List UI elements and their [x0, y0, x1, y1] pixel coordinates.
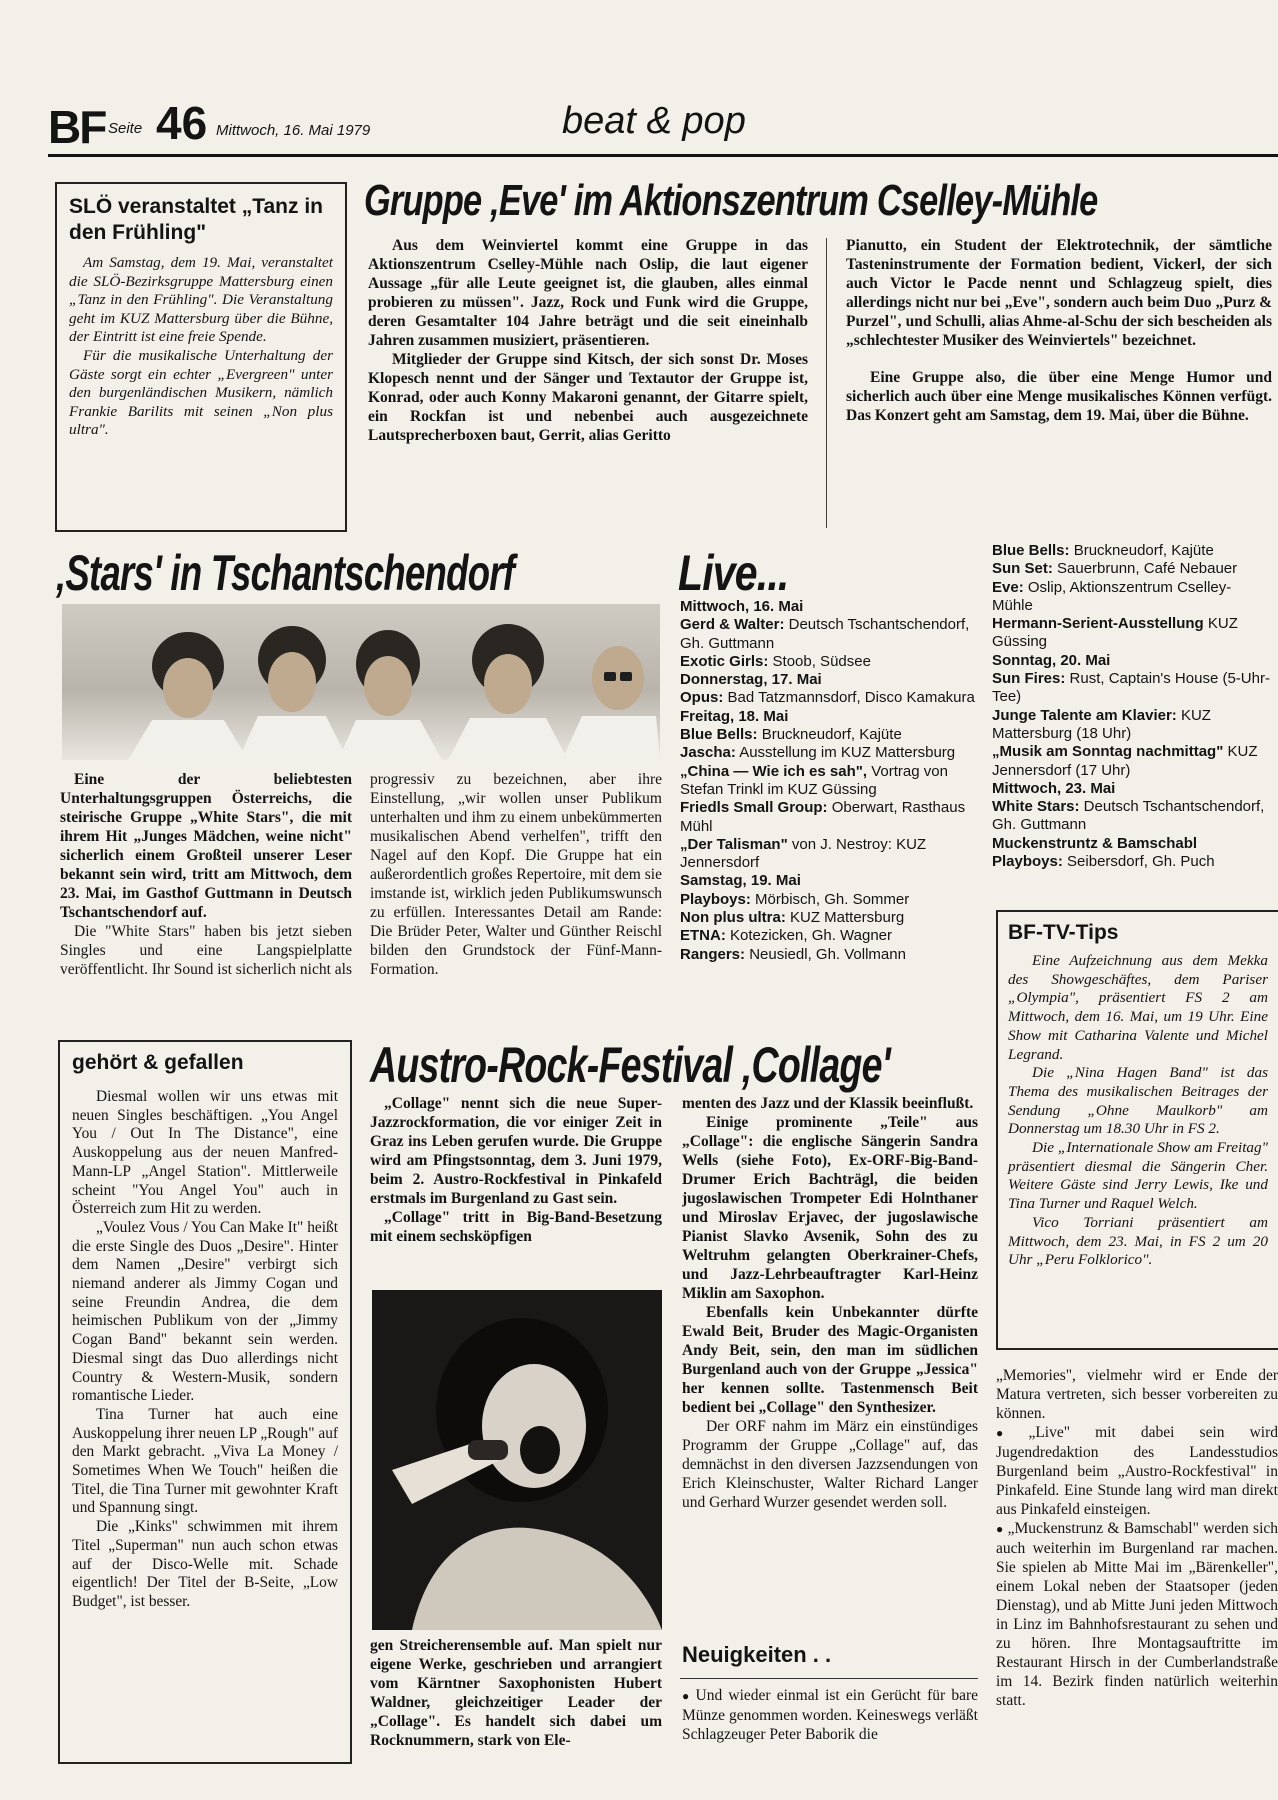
eve-paragraph: Aus dem Weinviertel kommt eine Gruppe in das Aktionszentrum Cselley-Mühle nach Oslip, die laut eigener Aussage „für alle Leute geeignet ist, die glauben, alles einmal probieren zu müssen". Jazz, Rock und Funk wird die Gruppe, deren Gesamtalter 104 Jahre beträgt und die seit eineinhalb Jahren zusammen musiziert, präsentieren. — [368, 237, 808, 349]
live-entry: Blue Bells: Bruckneudorf, Kajüte — [680, 726, 902, 744]
newspaper-logo: BF — [48, 101, 106, 153]
neuigkeiten-text — [682, 1686, 978, 1766]
tv-tip: Die „Nina Hagen Band" ist das Thema des musikalischen Beitrages der Sendung „Ohne Maulkorb" am Donnerstag um 18.30 Uhr in FS 2. — [1008, 1064, 1268, 1138]
page-label: Seite — [108, 120, 143, 137]
eve-column-1 — [368, 236, 808, 532]
stars-paragraph: progressiv zu bezeichnen, aber ihre Einstellung, „wir wollen unser Publikum unterhalten und ihm zu einem unbekümmerten musikalischen Abend verhelfen", trifft den Nagel auf den Kopf. Die Gruppe hat ein außerordentlich großes Repertoire, mit dem sie imstande ist, wirklich jeden Publikumswunsch zu erfüllen. Interessantes Detail am Rande: Die Brüder Peter, Walter und Günther Reischl bilden den Grundstock der Fünf-Mann-Formation. — [370, 771, 662, 978]
section-title: beat & pop — [562, 100, 746, 142]
news-paragraph: ● „Muckenstrunz & Bamschabl" werden sich auch weiterhin im Burgenland rar machen. Sie spielen ab Mitte Mai im „Bärenkeller", einem Lokal neben der Staatsoper (jeden Dienstag), und ab Mitte Juni jeden Mittwoch in Linz im Bahnhofsrestaurant zu sehen und zu hören. Ihre Montagsauftritte im Restaurant Hirsch in der Cumberlandstraße im 14. Bezirk finden natürlich weiterhin statt. — [996, 1519, 1278, 1710]
live-entry: Freitag, 18. Mai — [680, 707, 789, 725]
slo-paragraph: Am Samstag, dem 19. Mai, veranstaltet die SLÖ-Bezirksgruppe Mattersburg einen „Tanz in den Frühling". Die Veranstaltung geht im KUZ Mattersburg über die Bühne, der Eintritt ist eine freie Spende. — [69, 254, 333, 346]
live-entry: White Stars: Deutsch Tschantschendorf, Gh. Guttmann — [992, 798, 1265, 834]
austro-paragraph: Einige prominente „Teile" aus „Collage": die englische Sängerin Sandra Wells (siehe Foto), Ex-ORF-Big-Band-Drumer Erich Bachträgl, die beiden jugoslawischen Trompeter Edi Holnthaner und Miroslav Erjavec, der jugoslawische Pianist Slavko Avsenik, Sohn des zu Weltruhm gelangten Oberkrainer-Chefs, und Jazz-Lehrbeauftragter Karl-Heinz Miklin am Saxophon. — [682, 1114, 978, 1302]
live-entry: Sun Fires: Rust, Captain's House (5-Uhr-Tee) — [992, 670, 1270, 706]
slo-box — [55, 182, 347, 532]
austro-headline: Austro-Rock-Festival ‚Collage' — [370, 1037, 890, 1093]
austro-paragraph: Der ORF nahm im März ein einstündiges Programm der Gruppe „Collage" auf, das demnächst in den diversen Jazzsendungen von Erich Kleinschuster, Walter Richard Langer und Gerhard Wurzer gesendet werden soll. — [682, 1418, 978, 1511]
austro-paragraph: gen Streicherensemble auf. Man spielt nur eigene Werke, geschrieben und arrangiert vom Kärntner Saxophonisten Hubert Waldner, gleichzeitiger Leader der „Collage". Es handelt sich dabei um Rocknummern, stark von Ele- — [370, 1637, 662, 1749]
news-paragraph: ● „Live" mit dabei sein wird Jugendredaktion des Landesstudios Burgenland beim „Austro-Rockfestival" in Pinkafeld. Eine Stunde lang wird man direkt aus Pinkafeld einsteigen. — [996, 1423, 1278, 1519]
austro-paragraph: Ebenfalls kein Unbekannter dürfte Ewald Beit, Bruder des Magic-Organisten Andy Beit, sein, den man im südlichen Burgenland auch von der Gruppe „Jessica" her kennen sollte. Tastenmensch Beit bedient bei „Collage" den Synthesizer. — [682, 1304, 978, 1416]
live-entry: Donnerstag, 17. Mai — [680, 671, 822, 689]
singer-photo-sandra-wells — [372, 1290, 662, 1630]
live-entry: Friedls Small Group: Oberwart, Rasthaus Mühl — [680, 799, 966, 835]
singer-illustration — [372, 1290, 662, 1630]
band-photo-white-stars — [62, 604, 660, 760]
issue-date: Mittwoch, 16. Mai 1979 — [216, 122, 371, 139]
gehoert-paragraph: Die „Kinks" schwimmen mit ihrem Titel „Superman" nun auch schon etwas auf der Disco-Welle mit. Schade eigentlich! Der Titel der B-Seite, „Low Budget", ist besser. — [72, 1518, 338, 1610]
tv-tips-box — [996, 910, 1278, 1350]
header-rule — [48, 154, 1278, 157]
stars-paragraph: Die "White Stars" haben bis jetzt sieben Singles und eine Langspielplatte veröffentlicht. Ihr Sound ist sicherlich nicht als — [60, 923, 352, 978]
gehoert-gefallen-box — [58, 1040, 352, 1764]
live-entry: Playboys: Seibersdorf, Gh. Puch — [992, 853, 1215, 871]
austro-paragraph: menten des Jazz und der Klassik beeinflußt. — [682, 1095, 974, 1112]
band-members-illustration — [62, 604, 660, 760]
live-entry: Sun Set: Sauerbrunn, Café Nebauer — [992, 560, 1238, 578]
live-entry: „Musik am Sonntag nachmittag" KUZ Jennersdorf (17 Uhr) — [992, 743, 1258, 779]
live-entry: Playboys: Mörbisch, Gh. Sommer — [680, 890, 910, 908]
live-entry: Blue Bells: Bruckneudorf, Kajüte — [992, 542, 1214, 559]
tv-tip: Vico Torriani präsentiert am Mittwoch, dem 23. Mai, in FS 2 um 20 Uhr „Peru Folklorico". — [1008, 1213, 1268, 1269]
live-entry: Rangers: Neusiedl, Gh. Vollmann — [680, 945, 906, 963]
live-entry: „Der Talisman" von J. Nestroy: KUZ Jennersdorf — [680, 835, 927, 872]
live-entry: Eve: Oslip, Aktionszentrum Cselley-Mühle — [992, 578, 1232, 614]
live-entry: Samstag, 19. Mai — [680, 872, 801, 890]
stars-column-2 — [370, 770, 662, 1025]
live-entry: Jascha: Ausstellung im KUZ Mattersburg — [680, 744, 956, 762]
gehoert-title: gehört & gefallen — [72, 1051, 244, 1074]
austro-paragraph: „Collage" nennt sich die neue Super-Jazzrockformation, die vor einiger Zeit in Graz ins Leben gerufen wurde. Die Gruppe wird am Pfingstsonntag, dem 3. Juni 1979, beim 2. Austro-Rockfestival in Pinkafeld erstmals im Burgenland zu Gast sein. — [370, 1095, 662, 1207]
gehoert-paragraph: „Voulez Vous / You Can Make It" heißt die erste Single des Duos „Desire". Hinter dem Namen „Desire" verbirgt sich niemand anderer als Jimmy Cogan und seine Freundin Andrea, die dem heimischen Publikum von der „Jimmy Cogan Band" bekannt sein werden. Diesmal singt das Duo allerdings nicht Country & Western-Musik, sondern romantische Lieder. — [72, 1218, 338, 1405]
live-entry: Mittwoch, 23. Mai — [992, 779, 1116, 797]
gehoert-paragraph: Diesmal wollen wir uns etwas mit neuen Singles beschäftigen. „You Angel You / Out In The Distance", eine Auskoppelung aus der neuen Manfred-Mann-LP „Angel Station". Mittlerweile scheint "You Angel You" auch in Österreich zum Hit zu werden. — [72, 1088, 338, 1218]
eve-headline: Gruppe ‚Eve' im Aktionszentrum Cselley-Mühle — [364, 176, 1098, 225]
live-column-2 — [992, 542, 1272, 892]
live-column-1 — [680, 598, 980, 1022]
live-entry: „China — Wie ich es sah", Vortrag von Stefan Trinkl im KUZ Güssing — [680, 762, 948, 798]
neuigkeiten-title: Neuigkeiten . . — [682, 1642, 832, 1667]
live-entry: Mittwoch, 16. Mai — [680, 598, 804, 615]
right-bottom-column — [996, 1366, 1278, 1766]
live-entry: Exotic Girls: Stoob, Südsee — [680, 652, 871, 670]
stars-headline: ‚Stars' in Tschantschendorf — [56, 545, 515, 601]
gehoert-paragraph: Tina Turner hat auch eine Auskoppelung ihrer neuen LP „Rough" auf den Markt gebracht. „Viva La Money / Sometimes When We Touch" heißen die Titel, die Tina Turner mit gewohnter Kraft und Spannung singt. — [72, 1405, 339, 1517]
stars-column-1 — [60, 770, 352, 1025]
neuigkeiten-rule — [680, 1678, 978, 1679]
live-entry: Muckenstruntz & Bamschabl — [992, 834, 1198, 852]
live-entry: Hermann-Serient-Ausstellung KUZ Güssing — [992, 615, 1238, 651]
live-entry: Sonntag, 20. Mai — [992, 651, 1111, 669]
eve-column-2 — [846, 236, 1272, 532]
tv-tip: Eine Aufzeichnung aus dem Mekka des Showgeschäftes, dem Pariser „Olympia", präsentiert FS 2 am Mittwoch, dem 16. Mai, um 19 Uhr. Eine Show mit Catharina Valente und Michel Legrand. — [1008, 952, 1268, 1063]
neuigkeiten-paragraph: ● Und wieder einmal ist ein Gerücht für bare Münze genommen worden. Keineswegs verläßt Schlagzeuger Peter Baborik die — [682, 1686, 978, 1744]
austro-column-1-top — [370, 1094, 662, 1284]
slo-box-title: SLÖ veranstaltet „Tanz in den Frühling" — [69, 195, 323, 244]
live-entry: Junge Talente am Klavier: KUZ Mattersburg (18 Uhr) — [992, 706, 1211, 742]
live-headline: Live... — [678, 545, 789, 601]
austro-column-2 — [682, 1094, 978, 1624]
live-entry: Opus: Bad Tatzmannsdorf, Disco Kamakura — [680, 689, 975, 707]
austro-paragraph: „Collage" tritt in Big-Band-Besetzung mit einem sechsköpfigen — [370, 1209, 662, 1245]
stars-paragraph: Eine der beliebtesten Unterhaltungsgruppen Österreichs, die steirische Gruppe „White Stars", die mit ihrem Hit „Junges Mädchen, weine nicht" sicherlich einem Großteil unserer Leser bekannt sein wird, tritt am Mittwoch, dem 23. Mai, im Gasthof Guttmann in Deutsch Tschantschendorf auf. — [60, 771, 352, 921]
slo-paragraph: Für die musikalische Unterhaltung der Gäste sorgt ein echter „Evergreen" unter den burgenländischen Musikern, nämlich Frankie Barilits mit seinen „Non plus ultra". — [69, 346, 333, 439]
live-entry: ETNA: Kotezicken, Gh. Wagner — [680, 927, 893, 945]
page-header — [48, 96, 1278, 156]
eve-paragraph: Eine Gruppe also, die über eine Menge Humor und sicherlich auch über eine Menge musikalisches Können verfügt. Das Konzert geht am Samstag, dem 19. Mai, über die Bühne. — [846, 369, 1272, 424]
news-paragraph: „Memories", vielmehr wird er Ende der Matura vertreten, sich besser vorbereiten zu können. — [996, 1367, 1278, 1422]
tv-tip: Die „Internationale Show am Freitag" präsentiert diesmal die Sängerin Cher. Weitere Gäste sind Jerry Lewis, Ike und Tina Turner und Raquel Welch. — [1008, 1139, 1268, 1213]
live-entry: Gerd & Walter: Deutsch Tschantschendorf, Gh. Guttmann — [680, 616, 970, 652]
austro-column-1-bottom — [370, 1636, 662, 1766]
page-number: 46 — [156, 97, 208, 149]
tv-tips-title: BF-TV-Tips — [1008, 921, 1119, 944]
eve-paragraph: Mitglieder der Gruppe sind Kitsch, der sich sonst Dr. Moses Klopesch nennt und der Sänger und Textautor der Gruppe ist, Konrad, oder auch Konny Makaroni genannt, der Gitarre spielt, ein Rockfan ist und nebenbei auch ausgezeichnete Lautsprecherboxen baut, Gerrit, alias Geritto — [368, 351, 808, 444]
live-entry: Non plus ultra: KUZ Mattersburg — [680, 909, 905, 927]
eve-paragraph: Pianutto, ein Student der Elektrotechnik, der sämtliche Tasteninstrumente der Formation bedient, Vickerl, der sich auch Victor le Pacde nennt und Schlagzeug spielt, dies allerdings nicht nur bei „Eve", sondern auch beim Duo „Purz & Purzel", und Schulli, alias Ahme-al-Schu der sich bescheiden als „schlechtester Musiker des Weinviertels" bezeichnet. — [846, 237, 1272, 349]
column-rule — [826, 238, 827, 528]
